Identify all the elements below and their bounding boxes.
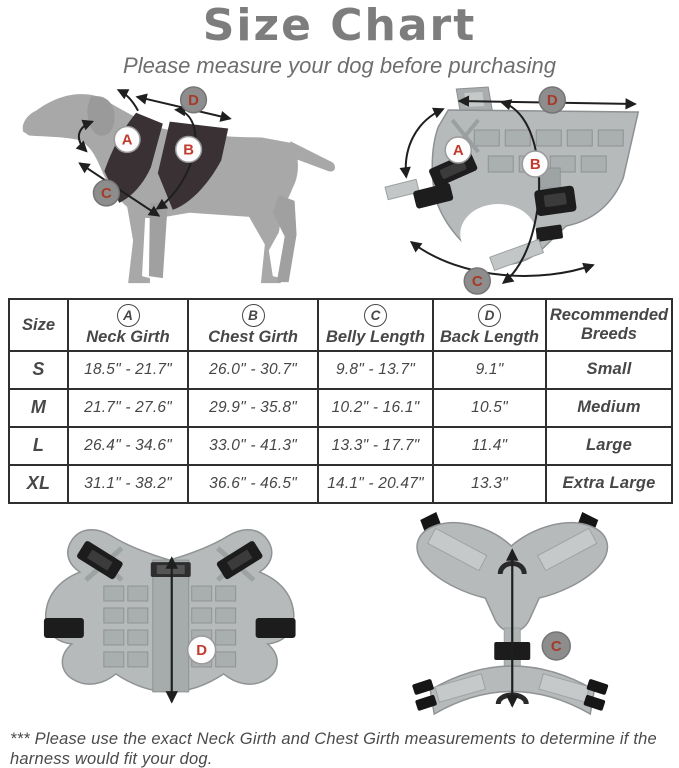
col-header-recommended-breeds: Recommended Breeds	[546, 299, 672, 351]
harness-top-view-diagram	[0, 504, 340, 725]
marker-d	[181, 87, 207, 113]
cell-breed: Extra Large	[546, 465, 672, 503]
cell-chest-girth: 26.0" - 30.7"	[188, 351, 318, 389]
cell-neck-girth: 31.1" - 38.2"	[68, 465, 188, 503]
col-header-belly-length: C Belly Length	[318, 299, 433, 351]
page-title: Size Chart	[202, 0, 477, 51]
harness-side-photo-diagram	[340, 80, 679, 296]
page-subtitle: Please measure your dog before purchasing	[123, 52, 556, 78]
footnote: *** Please use the exact Neck Girth and Chest Girth measurements to determine if the harness would fit your dog.	[10, 729, 657, 768]
cell-size: S	[9, 351, 68, 389]
cell-belly-length: 14.1" - 20.47"	[318, 465, 433, 503]
cell-breed: Medium	[546, 389, 672, 427]
marker-a	[445, 137, 471, 163]
measure-arrow-withers	[118, 90, 138, 111]
marker-c	[542, 632, 570, 660]
col-header-back-length: D Back Length	[433, 299, 546, 351]
cell-chest-girth: 29.9" - 35.8"	[188, 389, 318, 427]
circled-letter-a: A	[117, 304, 140, 327]
table-row	[9, 389, 672, 427]
table-row	[9, 427, 672, 465]
circled-letter-b: B	[242, 304, 265, 327]
cell-back-length: 11.4"	[433, 427, 546, 465]
svg-text:D: D	[196, 641, 208, 659]
cell-size: L	[9, 427, 68, 465]
cell-chest-girth: 33.0" - 41.3"	[188, 427, 318, 465]
size-table	[8, 298, 673, 504]
cell-neck-girth: 18.5" - 21.7"	[68, 351, 188, 389]
cell-belly-length: 13.3" - 17.7"	[318, 427, 433, 465]
circled-letter-c: C	[364, 304, 387, 327]
cell-belly-length: 10.2" - 16.1"	[318, 389, 433, 427]
marker-b	[522, 151, 548, 177]
svg-text:C: C	[100, 185, 112, 202]
marker-c	[93, 180, 119, 206]
harness-flat-photos	[0, 504, 679, 725]
cell-back-length: 9.1"	[433, 351, 546, 389]
cell-belly-length: 9.8" - 13.7"	[318, 351, 433, 389]
cell-chest-girth: 36.6" - 46.5"	[188, 465, 318, 503]
cell-breed: Small	[546, 351, 672, 389]
cell-back-length: 13.3"	[433, 465, 546, 503]
cell-neck-girth: 21.7" - 27.6"	[68, 389, 188, 427]
col-header-size: Size	[9, 299, 68, 351]
col-header-neck-girth: A Neck Girth	[68, 299, 188, 351]
harness-underside-diagram	[340, 504, 679, 725]
svg-text:B: B	[529, 155, 541, 173]
harness-vest	[385, 87, 638, 270]
cell-breed: Large	[546, 427, 672, 465]
cell-neck-girth: 26.4" - 34.6"	[68, 427, 188, 465]
marker-c	[464, 268, 490, 294]
svg-text:A: A	[452, 141, 464, 159]
svg-text:C: C	[471, 272, 483, 290]
measurement-diagrams	[0, 80, 679, 296]
marker-b	[176, 136, 202, 162]
svg-text:C: C	[550, 637, 562, 655]
svg-text:D: D	[188, 92, 199, 109]
table-row	[9, 465, 672, 503]
buckle-icon	[44, 618, 84, 638]
marker-d	[188, 636, 216, 664]
dog-side-diagram	[0, 80, 340, 296]
svg-text:D: D	[546, 91, 558, 109]
svg-text:B: B	[183, 142, 194, 159]
cell-size: M	[9, 389, 68, 427]
col-header-chest-girth: B Chest Girth	[188, 299, 318, 351]
circled-letter-d: D	[478, 304, 501, 327]
marker-a	[114, 126, 140, 152]
svg-text:A: A	[121, 132, 133, 149]
cell-back-length: 10.5"	[433, 389, 546, 427]
marker-d	[539, 87, 565, 113]
buckle-icon	[256, 618, 296, 638]
cell-size: XL	[9, 465, 68, 503]
table-row	[9, 351, 672, 389]
table-header-row	[9, 299, 672, 351]
